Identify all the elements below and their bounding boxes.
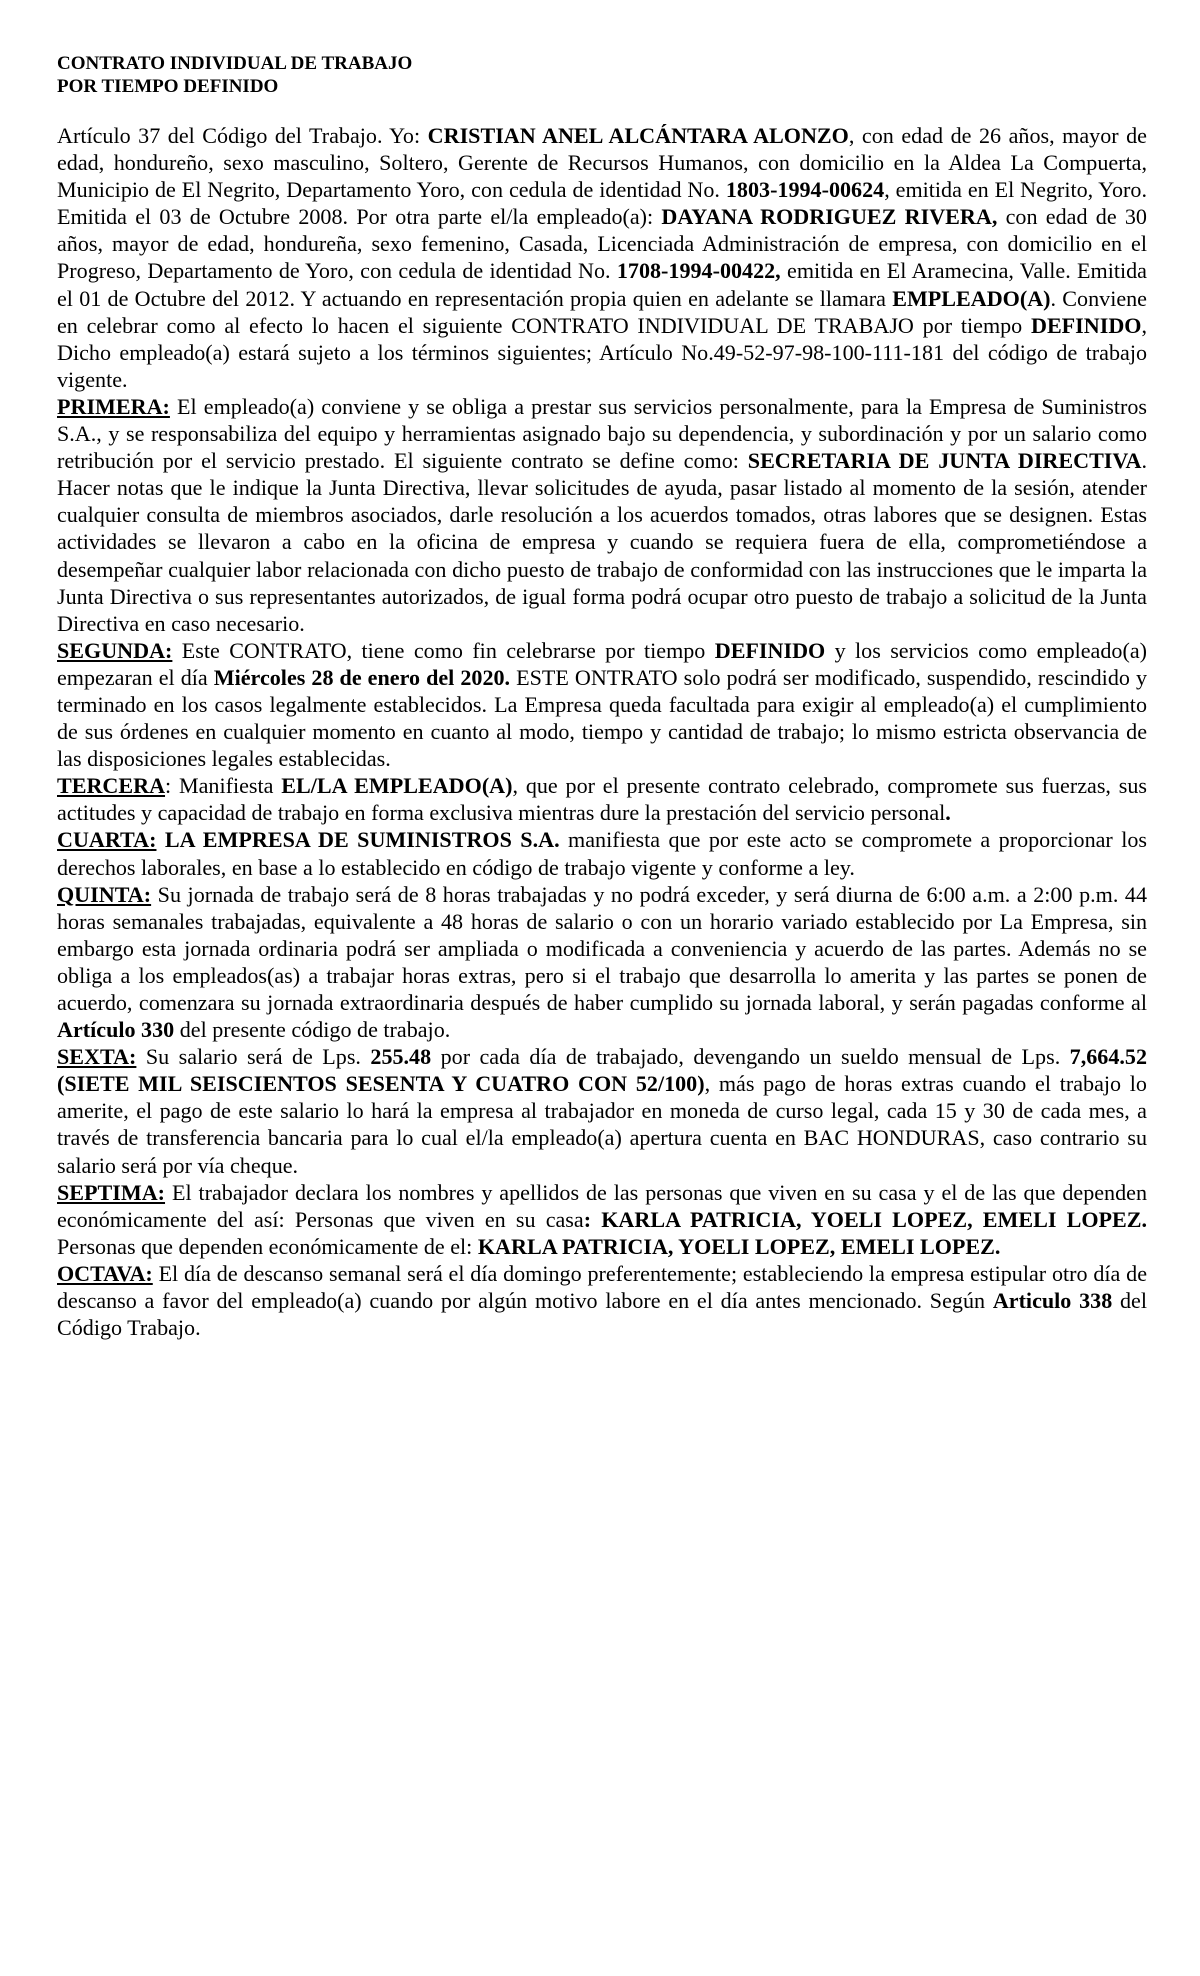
clause-primera: PRIMERA: El empleado(a) conviene y se obliga a prestar sus servicios personalmente, para la Empresa de Suministros S.A., y se responsabiliza del equipo y herramientas asignado bajo su dependencia, y subordinación y por un salario como retribución por el servicio prestado. El siguiente contrato se define como: SECRETARIA DE JUNTA DIRECTIVA. Hacer notas que le indique la Junta Directiva, llevar solicitudes de ayuda, pasar listado al momento de la sesión, atender cualquier consulta de miembros asociados, darle resolución a los acuerdos tomados, otras labores que se designen. Estas actividades se llevaron a cabo en la oficina de empresa y cuando se requiera fuera de ella, comprometiéndose a desempeñar cualquier labor relacionada con dicho puesto de trabajo de conformidad con las instrucciones que le imparta la Junta Directiva o sus representantes autorizados, de igual forma podrá ocupar otro puesto de trabajo a solicitud de la Junta Directiva en caso necesario. — [57, 393, 1147, 636]
clause-quinta: QUINTA: Su jornada de trabajo será de 8 horas trabajadas y no podrá exceder, y será diurna de 6:00 a.m. a 2:00 p.m. 44 horas semanales trabajadas, equivalente a 48 horas de salario o con un horario variado establecido por La Empresa, sin embargo esta jornada ordinaria podrá ser ampliada o modificada a conveniencia y acuerdo de las partes. Además no se obliga a los empleados(as) a trabajar horas extras, pero si el trabajo que desarrolla lo amerita y las partes se ponen de acuerdo, comenzara su jornada extraordinaria después de haber cumplido su jornada laboral, y serán pagadas conforme al Artículo 330 del presente código de trabajo. — [57, 881, 1147, 1043]
clause-heading: CUARTA: — [57, 827, 157, 853]
document-title — [57, 52, 1147, 98]
clause-segunda: SEGUNDA: Este CONTRATO, tiene como fin celebrarse por tiempo DEFINIDO y los servicios como empleado(a) empezaran el día Miércoles 28 de enero del 2020. ESTE ONTRATO solo podrá ser modificado, suspendido, rescindido y terminado en los casos legalmente establecidos. La Empresa queda facultada para exigir al empleado(a) el cumplimiento de sus órdenes en cualquier momento en cuanto al modo, tiempo y cantidad de trabajo; lo mismo estricta observancia de las disposiciones legales establecidas. — [57, 637, 1148, 772]
clause-octava: OCTAVA: El día de descanso semanal será el día domingo preferentemente; estableciendo la empresa estipular otro día de descanso a favor del empleado(a) cuando por algún motivo labore en el día antes mencionado. Según Articulo 338 del Código Trabajo. — [57, 1260, 1148, 1341]
title-line-2: POR TIEMPO DEFINIDO — [57, 76, 279, 97]
intro-paragraph: Artículo 37 del Código del Trabajo. Yo: CRISTIAN ANEL ALCÁNTARA ALONZO, con edad de 26 años, mayor de edad, hondureño, sexo masculino, Soltero, Gerente de Recursos Humanos, con domicilio en la Aldea La Compuerta, Municipio de El Negrito, Departamento Yoro, con cedula de identidad No. 1803-1994-00624, emitida en El Negrito, Yoro. Emitida el 03 de Octubre 2008. Por otra parte el/la empleado(a): DAYANA RODRIGUEZ RIVERA, con edad de 30 años, mayor de edad, hondureña, sexo femenino, Casada, Licenciada Administración de empresa, con domicilio en el Progreso, Departamento de Yoro, con cedula de identidad No. 1708-1994-00422, emitida en El Aramecina, Valle. Emitida el 01 de Octubre del 2012. Y actuando en representación propia quien en adelante se llamara EMPLEADO(A). Conviene en celebrar como al efecto lo hacen el siguiente CONTRATO INDIVIDUAL DE TRABAJO por tiempo DEFINIDO, Dicho empleado(a) estará sujeto a los términos siguientes; Artículo No.49-52-97-98-100-111-181 del código de trabajo vigente. — [57, 123, 1147, 392]
employee-id: 1708-1994-00422, — [616, 258, 781, 284]
start-date: Miércoles 28 de enero del 2020. — [213, 664, 511, 690]
job-title: SECRETARIA DE JUNTA DIRECTIVA — [747, 448, 1142, 474]
contract-body — [57, 122, 1147, 1341]
title-line-1: CONTRATO INDIVIDUAL DE TRABAJO — [57, 53, 413, 74]
clause-heading: SEXTA: — [57, 1044, 137, 1070]
clause-sexta: SEXTA: Su salario será de Lps. 255.48 por cada día de trabajado, devengando un sueldo mensual de Lps. 7,664.52 (SIETE MIL SEISCIENTOS SESENTA Y CUATRO CON 52/100), más pago de horas extras cuando el trabajo lo amerite, el pago de este salario lo hará la empresa al trabajador en moneda de curso legal, cada 15 y 30 de cada mes, a través de transferencia bancaria para lo cual el/la empleado(a) apertura cuenta en BAC HONDURAS, caso contrario su salario será por vía cheque. — [57, 1044, 1147, 1178]
clause-heading: SEPTIMA: — [57, 1179, 166, 1205]
employer-id: 1803-1994-00624 — [725, 177, 885, 203]
clause-septima: SEPTIMA: El trabajador declara los nombres y apellidos de las personas que viven en su casa y el de las que dependen económicamente del así: Personas que viven en su casa: KARLA PATRICIA, YOELI LOPEZ, EMELI LOPEZ. Personas que dependen económicamente de el: KARLA PATRICIA, YOELI LOPEZ, EMELI LOPEZ. — [57, 1179, 1147, 1259]
clause-heading: OCTAVA: — [57, 1260, 153, 1286]
clause-tercera: TERCERA: Manifiesta EL/LA EMPLEADO(A), que por el presente contrato celebrado, compromete sus fuerzas, sus actitudes y capacidad de trabajo en forma exclusiva mientras dure la prestación del servicio personal. — [57, 773, 1147, 826]
monthly-salary: 7,664.52 (SIETE MIL SEISCIENTOS SESENTA Y CUATRO CON 52/100) — [57, 1044, 1147, 1097]
clause-cuarta: CUARTA: LA EMPRESA DE SUMINISTROS S.A. manifiesta que por este acto se compromete a proporcionar los derechos laborales, en base a lo establecido en código de trabajo vigente y conforme a ley. — [57, 827, 1148, 880]
employer-name: CRISTIAN ANEL ALCÁNTARA ALONZO — [427, 123, 849, 148]
contract-page — [57, 52, 1147, 1341]
clause-heading: TERCERA — [57, 773, 166, 799]
daily-salary: 255.48 — [370, 1044, 432, 1070]
clause-heading: SEGUNDA: — [57, 637, 173, 663]
employee-name: DAYANA RODRIGUEZ RIVERA, — [661, 204, 998, 230]
clause-heading: QUINTA: — [57, 881, 152, 907]
clause-heading: PRIMERA: — [57, 393, 170, 419]
